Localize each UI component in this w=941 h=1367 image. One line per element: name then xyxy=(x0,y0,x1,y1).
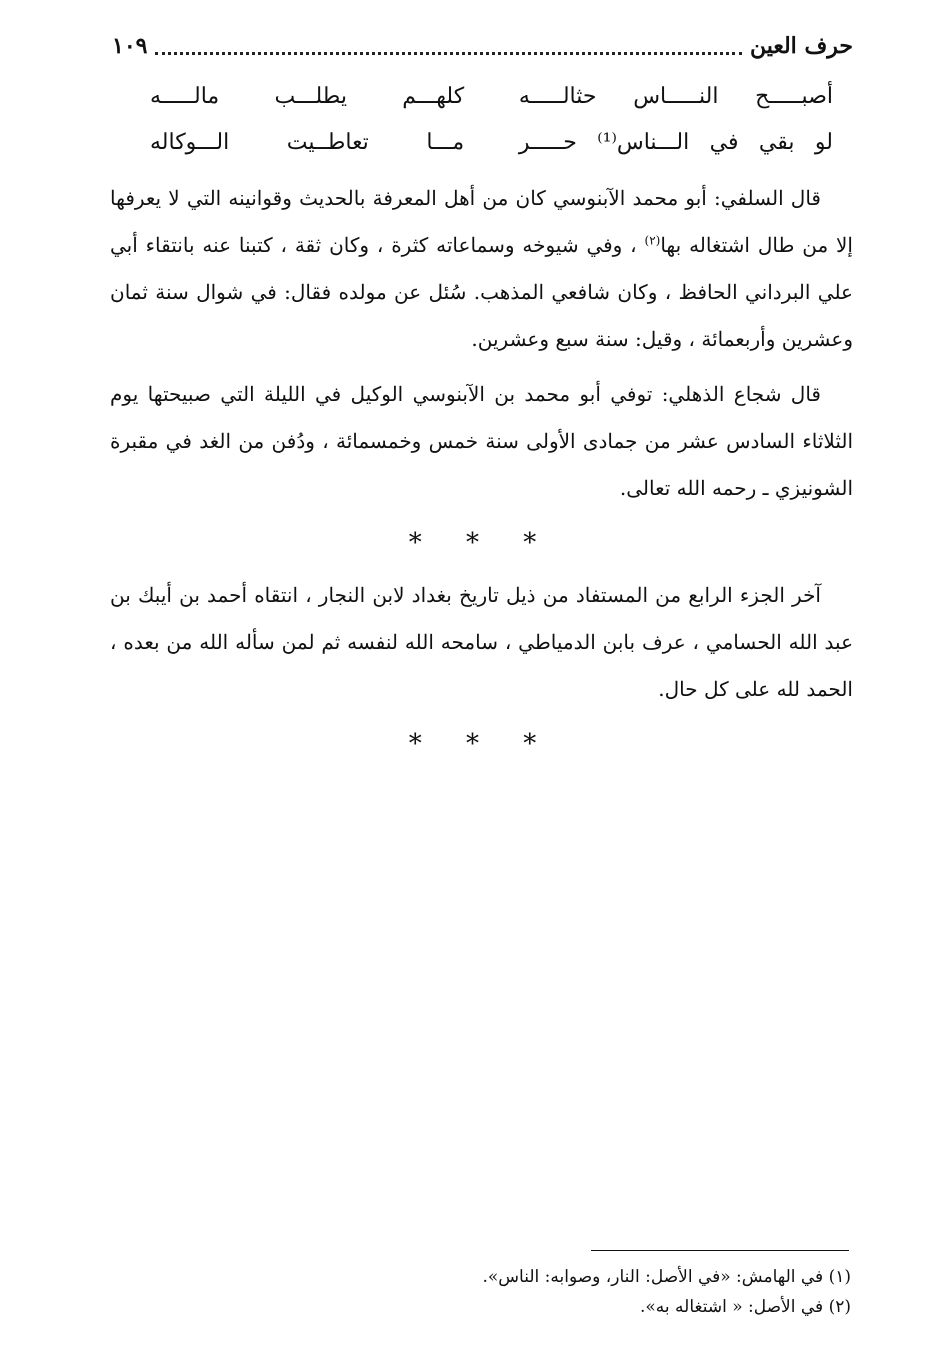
section-separator: * * * xyxy=(408,528,555,558)
paragraph-text-continued: ، وفي شيوخه وسماعاته كثرة ، وكان ثقة ، كتبنا عنه بانتقاء أبي علي البرداني الحافظ ، وكان شافعي المذهب. سُئل عن مولده فقال: في شوال سنة ثمان وعشرين وأربعمائة ، وقيل: سنة سبع وعشرين. xyxy=(110,233,853,351)
verse-second-hemistich: كلهـــم يطلـــب مالـــــه xyxy=(150,84,465,109)
footnote-1: (١) في الهامش: «في الأصل: النار، وصوابه: الناس». xyxy=(482,1267,851,1287)
footnote-divider xyxy=(591,1250,849,1251)
footnote-2: (٢) في الأصل: « اشتغاله به». xyxy=(639,1297,851,1317)
poem xyxy=(150,74,833,166)
header-dot-leader xyxy=(155,38,742,55)
verse-second-hemistich: مـــا تعاطــيت الـــوكاله xyxy=(150,130,465,155)
verse-first-hemistich: لو بقي في الـــناس⁽¹⁾ حـــــر xyxy=(518,130,833,155)
chapter-title: حرف العين xyxy=(749,33,853,59)
verse-first-hemistich: أصبـــــح النـــــاس حثالـــــه xyxy=(518,84,833,109)
poem-verse xyxy=(150,74,833,120)
running-header xyxy=(112,28,853,64)
paragraph-colophon: آخر الجزء الرابع من المستفاد من ذيل تاريخ بغداد لابن النجار ، انتقاه أحمد بن أيبك بن عبد الله الحسامي ، عرف بابن الدمياطي ، سامحه الله لنفسه ثم لمن سأله الله من بعده ، الحمد لله على كل حال. xyxy=(110,583,854,701)
main-text xyxy=(110,175,853,773)
footnotes xyxy=(110,1262,851,1322)
section-separator: * * * xyxy=(408,729,555,759)
footnote-marker: (٢) xyxy=(644,233,661,248)
paragraph-text: قال السلفي: أبو محمد الآبنوسي كان من أهل المعرفة بالحديث وقوانينه التي لا يعرفها إلا من طال اشتغاله بها xyxy=(110,186,853,257)
paragraph-silafi xyxy=(110,175,853,363)
paragraph-dhuhli: قال شجاع الذهلي: توفي أبو محمد بن الآبنوسي الوكيل في الليلة التي صبيحتها يوم الثلاثاء السادس عشر من جمادى الأولى سنة خمس وخمسمائة ، ودُفن من الغد في مقبرة الشونيزي ـ رحمه الله تعالى. xyxy=(110,382,853,500)
poem-verse xyxy=(150,120,833,166)
page-number: ١٠٩ xyxy=(112,33,148,59)
